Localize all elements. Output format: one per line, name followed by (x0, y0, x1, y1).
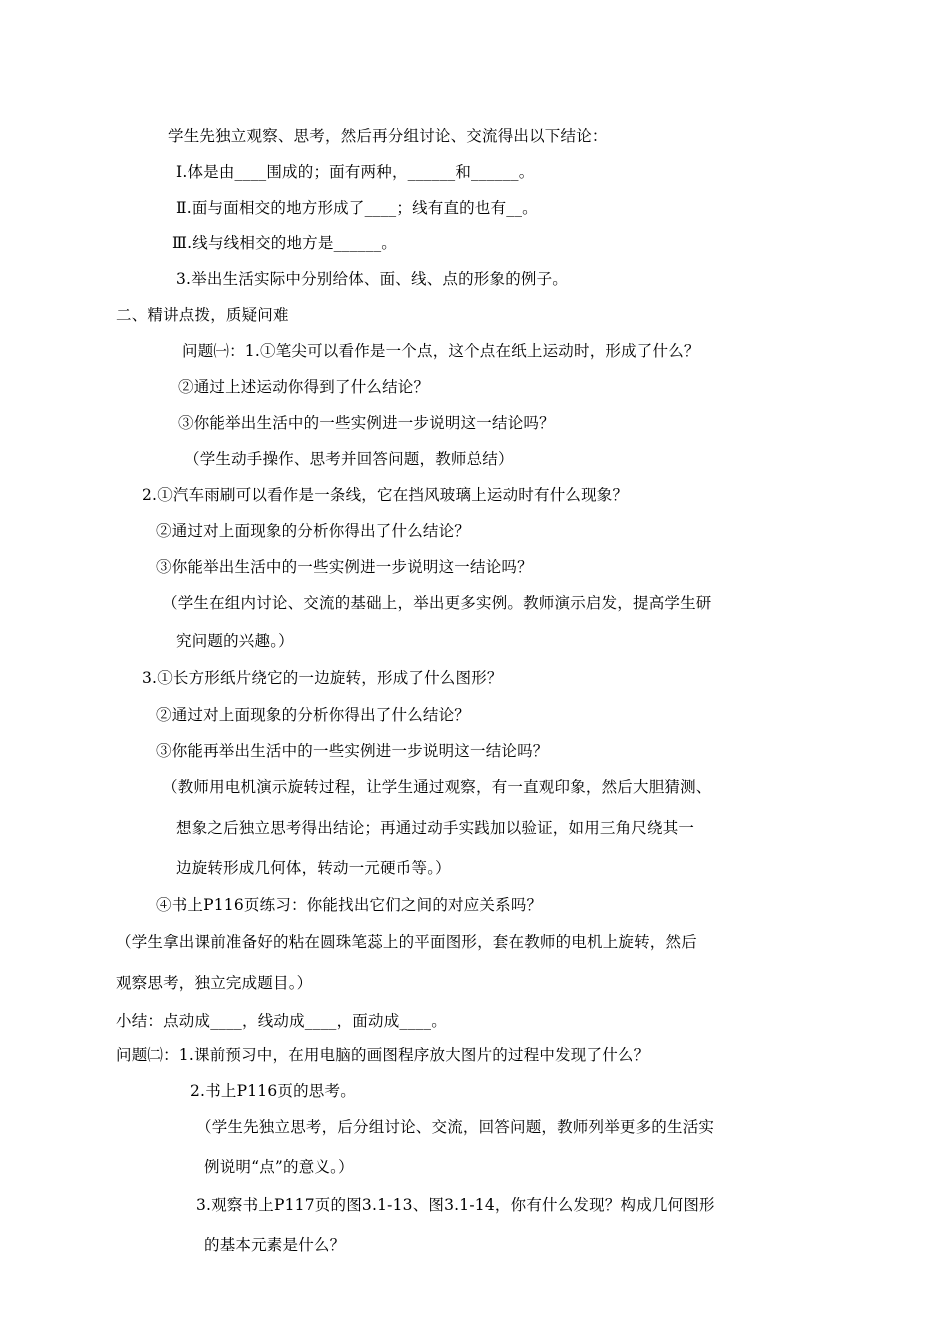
text-line: 学生先独立观察、思考，然后再分组讨论、交流得出以下结论： (168, 127, 608, 145)
text-line: 问题㈠：1.①笔尖可以看作是一个点，这个点在纸上运动时，形成了什么？ (182, 342, 700, 360)
text-line: 边旋转形成几何体，转动一元硬币等。） (176, 859, 451, 877)
text-line: Ⅱ.面与面相交的地方形成了____；线有直的也有__。 (176, 199, 538, 217)
text-line: 究问题的兴趣。） (176, 632, 294, 650)
text-line: ②通过对上面现象的分析你得出了什么结论？ (156, 522, 471, 540)
summary-line: 小结：点动成____，线动成____，面动成____。 (116, 1012, 447, 1030)
text-line: Ⅲ.线与线相交的地方是______。 (172, 234, 397, 252)
text-line: ②通过对上面现象的分析你得出了什么结论？ (156, 706, 471, 724)
text-line: 3.举出生活实际中分别给体、面、线、点的形象的例子。 (176, 270, 568, 288)
text-line: ④书上P116页练习：你能找出它们之间的对应关系吗？ (156, 896, 543, 914)
text-line: 想象之后独立思考得出结论；再通过动手实践加以验证，如用三角尺绕其一 (176, 819, 695, 837)
text-line: （学生动手操作、思考并回答问题，教师总结） (184, 450, 514, 468)
text-line: 问题㈡：1.课前预习中，在用电脑的画图程序放大图片的过程中发现了什么？ (116, 1046, 650, 1064)
text-line: 3.观察书上P117页的图3.1-13、图3.1-14，你有什么发现？构成几何图形 (196, 1196, 715, 1214)
text-line: ②通过上述运动你得到了什么结论？ (178, 378, 430, 396)
text-line: （学生拿出课前准备好的粘在圆珠笔蕊上的平面图形，套在教师的电机上旋转，然后 (116, 933, 697, 951)
text-line: Ⅰ.体是由____围成的；面有两种，______和______。 (176, 163, 535, 181)
text-line: 2.书上P116页的思考。 (190, 1082, 356, 1100)
text-line: 例说明“点”的意义。） (204, 1158, 354, 1176)
text-line: 观察思考，独立完成题目。） (116, 974, 313, 992)
text-line: ③你能举出生活中的一些实例进一步说明这一结论吗？ (178, 414, 555, 432)
text-line: 3.①长方形纸片绕它的一边旋转，形成了什么图形？ (142, 669, 503, 687)
text-line: ③你能举出生活中的一些实例进一步说明这一结论吗？ (156, 558, 533, 576)
text-line: 的基本元素是什么？ (204, 1236, 346, 1254)
text-line: 2.①汽车雨刷可以看作是一条线，它在挡风玻璃上运动时有什么现象？ (142, 486, 629, 504)
section-heading: 二、精讲点拨，质疑问难 (116, 306, 289, 324)
text-line: （学生在组内讨论、交流的基础上，举出更多实例。教师演示启发，提高学生研 (162, 594, 712, 612)
text-line: （教师用电机演示旋转过程，让学生通过观察，有一直观印象，然后大胆猜测、 (162, 778, 712, 796)
text-line: （学生先独立思考，后分组讨论、交流，回答问题，教师列举更多的生活实 (196, 1118, 715, 1136)
text-line: ③你能再举出生活中的一些实例进一步说明这一结论吗？ (156, 742, 549, 760)
